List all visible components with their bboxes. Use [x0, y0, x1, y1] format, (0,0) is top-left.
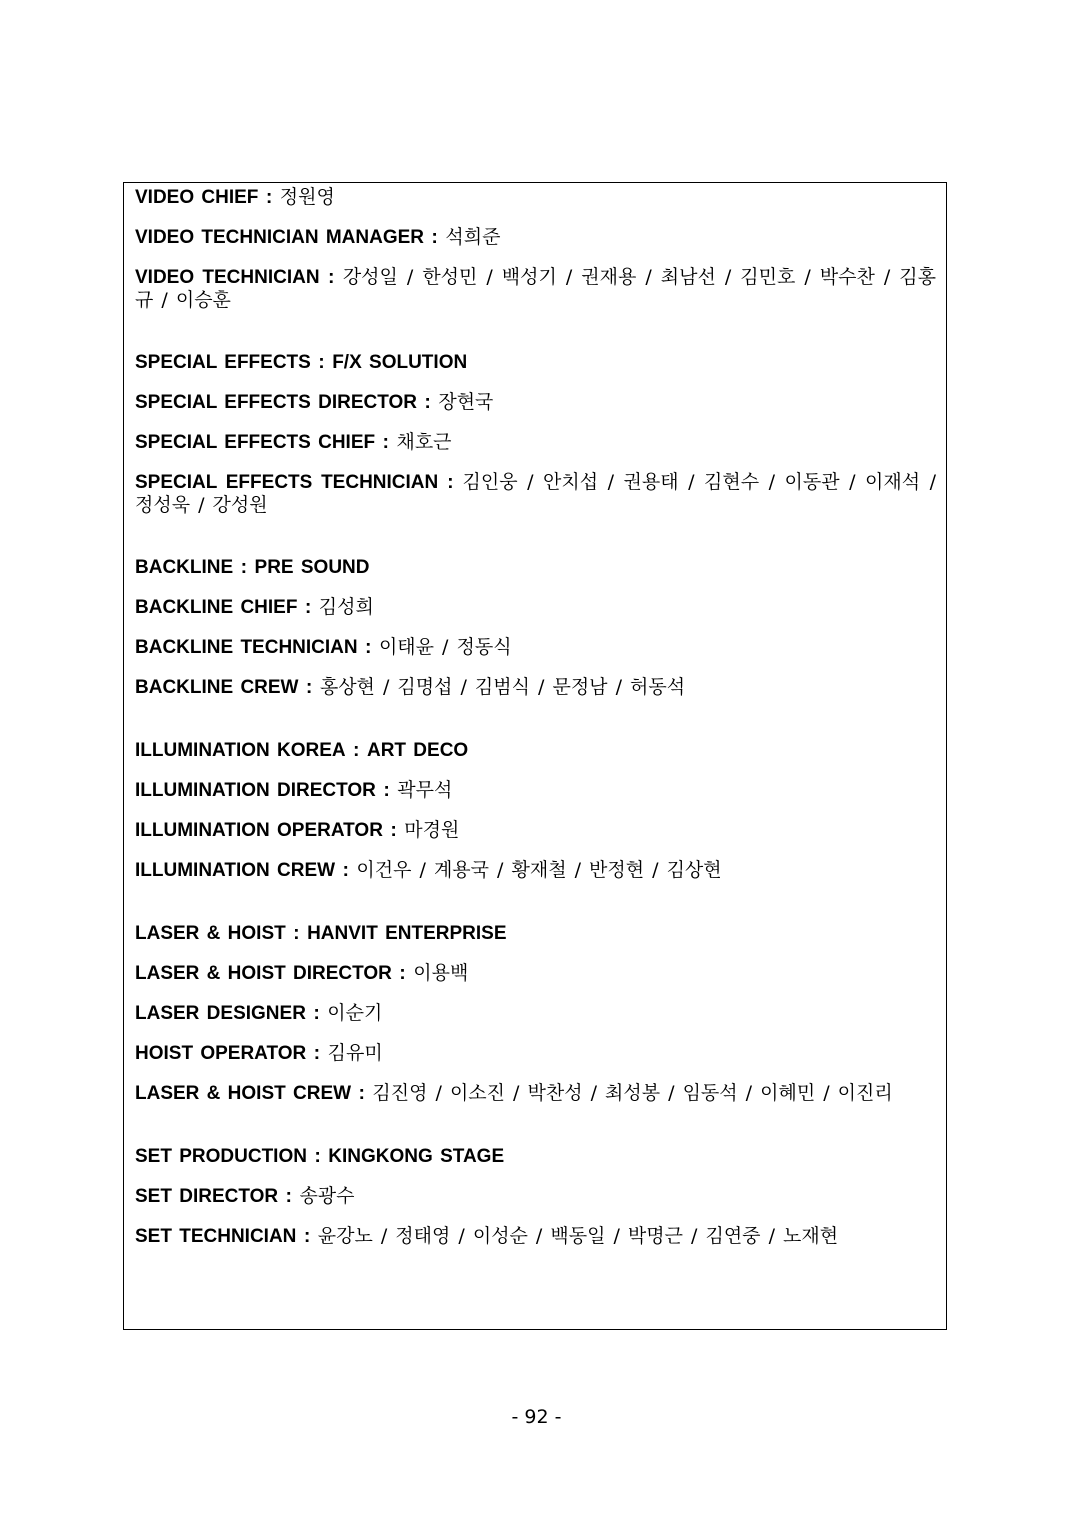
credit-entry: [135, 1002, 936, 1025]
credit-separator: :: [375, 779, 398, 801]
credit-entry: [135, 471, 936, 516]
credit-entry: [135, 391, 936, 414]
credit-role: LASER & HOIST: [135, 923, 286, 944]
credit-separator: :: [438, 471, 463, 493]
credit-separator: :: [424, 226, 446, 248]
credit-separator: :: [417, 391, 439, 413]
credit-separator: :: [310, 351, 333, 373]
credit-entry: [135, 676, 936, 699]
credit-names: 이태윤 / 정동식: [378, 636, 512, 658]
credit-role: SET PRODUCTION: [135, 1146, 307, 1167]
credit-entry: [135, 556, 936, 579]
credit-entry: [135, 922, 936, 945]
credit-role: SPECIAL EFFECTS CHIEF: [135, 432, 376, 453]
credit-names: 김유미: [327, 1042, 383, 1064]
credit-separator: :: [375, 431, 397, 453]
credit-separator: :: [345, 739, 367, 761]
credit-names: 이건우 / 계용국 / 황재철 / 반정현 / 김상현: [356, 859, 722, 881]
credit-separator: :: [305, 1002, 328, 1024]
credit-entry: [135, 779, 936, 802]
credit-entry: [135, 1185, 936, 1208]
credit-role: SPECIAL EFFECTS DIRECTOR: [135, 392, 417, 413]
credit-section-special-effects: [135, 351, 936, 516]
credit-role: SET DIRECTOR: [135, 1186, 279, 1207]
credit-names: 김성희: [318, 596, 374, 618]
credit-separator: :: [285, 922, 308, 944]
credit-role: SPECIAL EFFECTS: [135, 352, 311, 373]
credit-section-backline: [135, 556, 936, 699]
credit-role: VIDEO CHIEF: [135, 187, 259, 208]
credit-separator: :: [233, 556, 255, 578]
credit-names: 이용백: [413, 962, 469, 984]
credit-role: LASER & HOIST CREW: [135, 1083, 352, 1104]
credit-names: 장현국: [438, 391, 494, 413]
credit-separator: :: [357, 636, 379, 658]
credit-role: VIDEO TECHNICIAN: [135, 267, 320, 288]
credit-entry: [135, 266, 936, 311]
credit-names: 이순기: [327, 1002, 383, 1024]
credit-company: ART DECO: [366, 740, 469, 761]
credit-entry: [135, 1082, 936, 1105]
credit-role: SET TECHNICIAN: [135, 1226, 297, 1247]
credit-separator: :: [382, 819, 405, 841]
credit-separator: :: [335, 859, 357, 881]
credit-company: HANVIT ENTERPRISE: [307, 923, 507, 944]
credit-names: 곽무석: [397, 779, 453, 801]
credit-entry: [135, 819, 936, 842]
credit-role: ILLUMINATION DIRECTOR: [135, 780, 376, 801]
credit-role: LASER & HOIST DIRECTOR: [135, 963, 392, 984]
credit-names: 채호근: [396, 431, 452, 453]
credit-entry: [135, 1042, 936, 1065]
credit-names: 홍상현 / 김명섭 / 김범식 / 문정남 / 허동석: [319, 676, 686, 698]
credit-names: 강성일 / 한성민 / 백성기 / 권재용 / 최남선 / 김민호 / 박수찬 / 김홍규 / 이승훈: [135, 266, 936, 311]
credit-role: HOIST OPERATOR: [135, 1043, 307, 1064]
page-number: - 92 -: [511, 1406, 562, 1428]
credit-names: 마경원: [404, 819, 460, 841]
credit-separator: :: [306, 1145, 329, 1167]
credit-role: BACKLINE CREW: [135, 677, 299, 698]
credit-entry: [135, 1225, 936, 1248]
credit-entry: [135, 636, 936, 659]
credit-entry: [135, 186, 936, 209]
credit-entry: [135, 739, 936, 762]
credit-role: LASER DESIGNER: [135, 1003, 306, 1024]
credit-section-set-production: [135, 1145, 936, 1248]
credit-separator: :: [296, 1225, 318, 1247]
credit-entry: [135, 351, 936, 374]
credit-company: F/X SOLUTION: [332, 352, 468, 373]
credit-separator: :: [351, 1082, 373, 1104]
credit-role: ILLUMINATION CREW: [135, 860, 336, 881]
credit-entry: [135, 1145, 936, 1168]
credits-box: [123, 182, 947, 1330]
credit-section-laser-hoist: [135, 922, 936, 1105]
credit-company: KINGKONG STAGE: [328, 1146, 505, 1167]
credit-separator: :: [306, 1042, 328, 1064]
credit-role: SPECIAL EFFECTS TECHNICIAN: [135, 472, 439, 493]
credit-company: PRE SOUND: [254, 557, 370, 578]
credit-separator: :: [298, 676, 320, 698]
credit-names: 윤강노 / 정태영 / 이성순 / 백동일 / 박명근 / 김연중 / 노재현: [317, 1225, 839, 1247]
credit-names: 김진영 / 이소진 / 박찬성 / 최성봉 / 임동석 / 이혜민 / 이진리: [372, 1082, 893, 1104]
credit-role: ILLUMINATION OPERATOR: [135, 820, 383, 841]
credit-names: 김인웅 / 안치섭 / 권용태 / 김현수 / 이동관 / 이재석 / 정성욱 / 강성원: [135, 471, 937, 516]
credit-separator: :: [297, 596, 319, 618]
credit-section-video: [135, 186, 936, 311]
credit-entry: [135, 859, 936, 882]
credit-entry: [135, 962, 936, 985]
credit-names: 송광수: [299, 1185, 355, 1207]
credit-section-illumination: [135, 739, 936, 882]
credit-separator: :: [258, 186, 280, 208]
credit-entry: [135, 226, 936, 249]
credit-names: 정원영: [279, 186, 335, 208]
credit-entry: [135, 431, 936, 454]
credit-separator: :: [391, 962, 414, 984]
credit-role: VIDEO TECHNICIAN MANAGER: [135, 227, 425, 248]
credit-names: 석희준: [445, 226, 501, 248]
credit-role: BACKLINE: [135, 557, 234, 578]
credit-role: BACKLINE CHIEF: [135, 597, 298, 618]
credit-separator: :: [319, 266, 343, 288]
credit-role: ILLUMINATION KOREA: [135, 740, 346, 761]
credit-separator: :: [278, 1185, 300, 1207]
credit-entry: [135, 596, 936, 619]
credit-role: BACKLINE TECHNICIAN: [135, 637, 358, 658]
